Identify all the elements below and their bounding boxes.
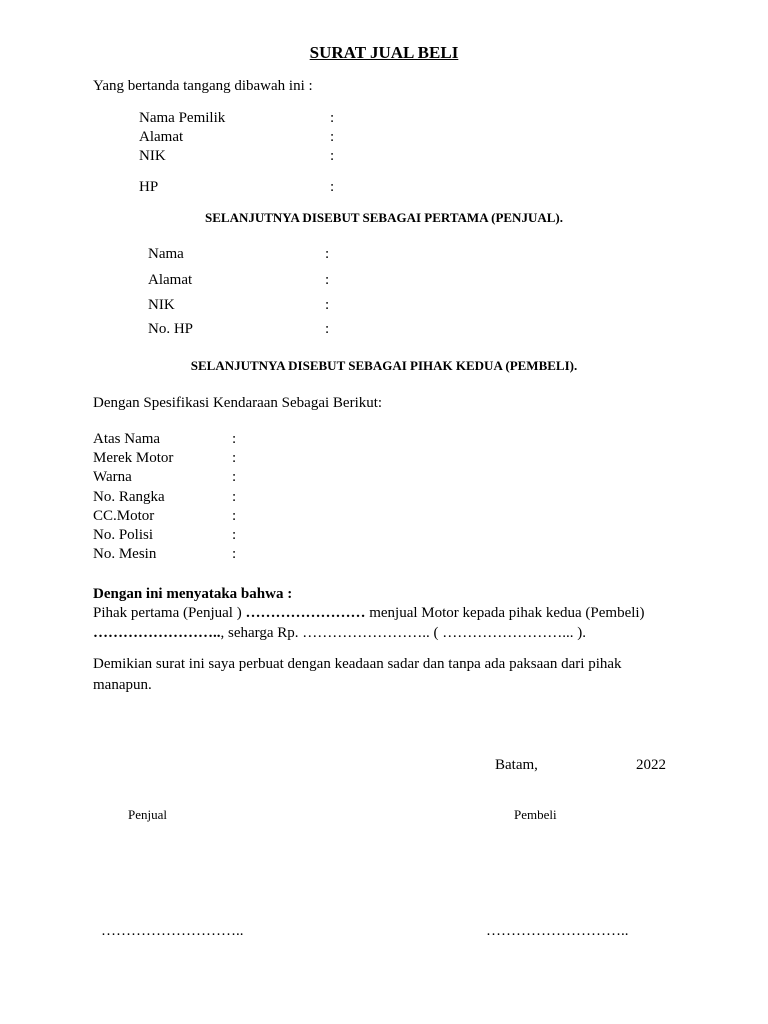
blank-dots: ……………………: [245, 605, 366, 621]
vehicle-field-owner: [93, 430, 293, 449]
buyer-field-name: [148, 245, 388, 264]
vehicle-field-brand: [93, 449, 293, 468]
buyer-field-nik: [148, 296, 388, 315]
statement-text: menjual Motor kepada pihak kedua (Pembeli): [365, 605, 645, 621]
statement-heading: Dengan ini menyataka bahwa :: [93, 586, 293, 602]
field-label: NIK: [139, 148, 166, 164]
buyer-signature-label: Pembeli: [514, 807, 557, 822]
field-label: Alamat: [139, 129, 184, 145]
field-colon: :: [232, 469, 237, 485]
field-label: Warna: [93, 469, 132, 485]
statement-line-1: [93, 604, 645, 623]
field-colon: :: [232, 431, 237, 447]
field-colon: :: [330, 148, 335, 164]
field-colon: :: [325, 272, 330, 288]
vehicle-field-engine-number: [93, 545, 293, 564]
field-label: No. Rangka: [93, 489, 165, 505]
field-label: Atas Nama: [93, 431, 161, 447]
field-colon: :: [330, 129, 335, 145]
field-label: CC.Motor: [93, 508, 155, 524]
field-colon: :: [325, 321, 330, 337]
statement-line-2: [93, 624, 586, 643]
field-label: Alamat: [148, 272, 193, 288]
buyer-field-address: [148, 271, 388, 290]
signing-year: 2022: [636, 757, 666, 773]
field-colon: :: [232, 450, 237, 466]
buyer-signature-line: ………………………..: [486, 923, 629, 939]
seller-signature-line: ………………………..: [101, 923, 244, 939]
closing-paragraph: Demikian surat ini saya perbuat dengan keadaan sadar dan tanpa ada paksaan dari pihak manapun.: [93, 656, 622, 693]
field-colon: :: [232, 546, 237, 562]
blank-dots: ……………………..: [93, 625, 221, 641]
field-colon: :: [232, 489, 237, 505]
field-label: Nama Pemilik: [139, 110, 226, 126]
field-label: NIK: [148, 297, 175, 313]
statement-text: , seharga Rp. …………………….. ( ……………………... ).: [220, 625, 587, 641]
field-colon: :: [232, 527, 237, 543]
field-label: No. HP: [148, 321, 194, 337]
buyer-heading: SELANJUTNYA DISEBUT SEBAGAI PIHAK KEDUA (PEMBELI).: [190, 358, 578, 373]
seller-field-address: [139, 128, 379, 147]
field-label: Merek Motor: [93, 450, 174, 466]
signing-place: Batam,: [495, 757, 538, 773]
intro-text: Yang bertanda tangang dibawah ini :: [93, 78, 313, 94]
document-title: SURAT JUAL BELI: [309, 43, 459, 62]
seller-signature-label: Penjual: [128, 807, 167, 822]
spec-intro: Dengan Spesifikasi Kendaraan Sebagai Berikut:: [93, 395, 383, 411]
buyer-field-hp: [148, 320, 388, 339]
statement-text: Pihak pertama (Penjual ): [93, 605, 246, 621]
vehicle-field-plate: [93, 526, 293, 545]
field-colon: :: [232, 508, 237, 524]
field-colon: :: [330, 110, 335, 126]
field-colon: :: [325, 246, 330, 262]
seller-heading: SELANJUTNYA DISEBUT SEBAGAI PERTAMA (PENJUAL).: [205, 210, 563, 225]
field-label: No. Polisi: [93, 527, 154, 543]
field-label: No. Mesin: [93, 546, 157, 562]
seller-field-name: [139, 109, 379, 128]
seller-field-nik: [139, 147, 379, 166]
field-label: HP: [139, 179, 159, 195]
field-colon: :: [325, 297, 330, 313]
vehicle-field-frame-number: [93, 488, 293, 507]
field-label: Nama: [148, 246, 184, 262]
seller-field-hp: [139, 178, 379, 197]
field-colon: :: [330, 179, 335, 195]
vehicle-field-cc: [93, 507, 293, 526]
vehicle-field-color: [93, 468, 293, 487]
